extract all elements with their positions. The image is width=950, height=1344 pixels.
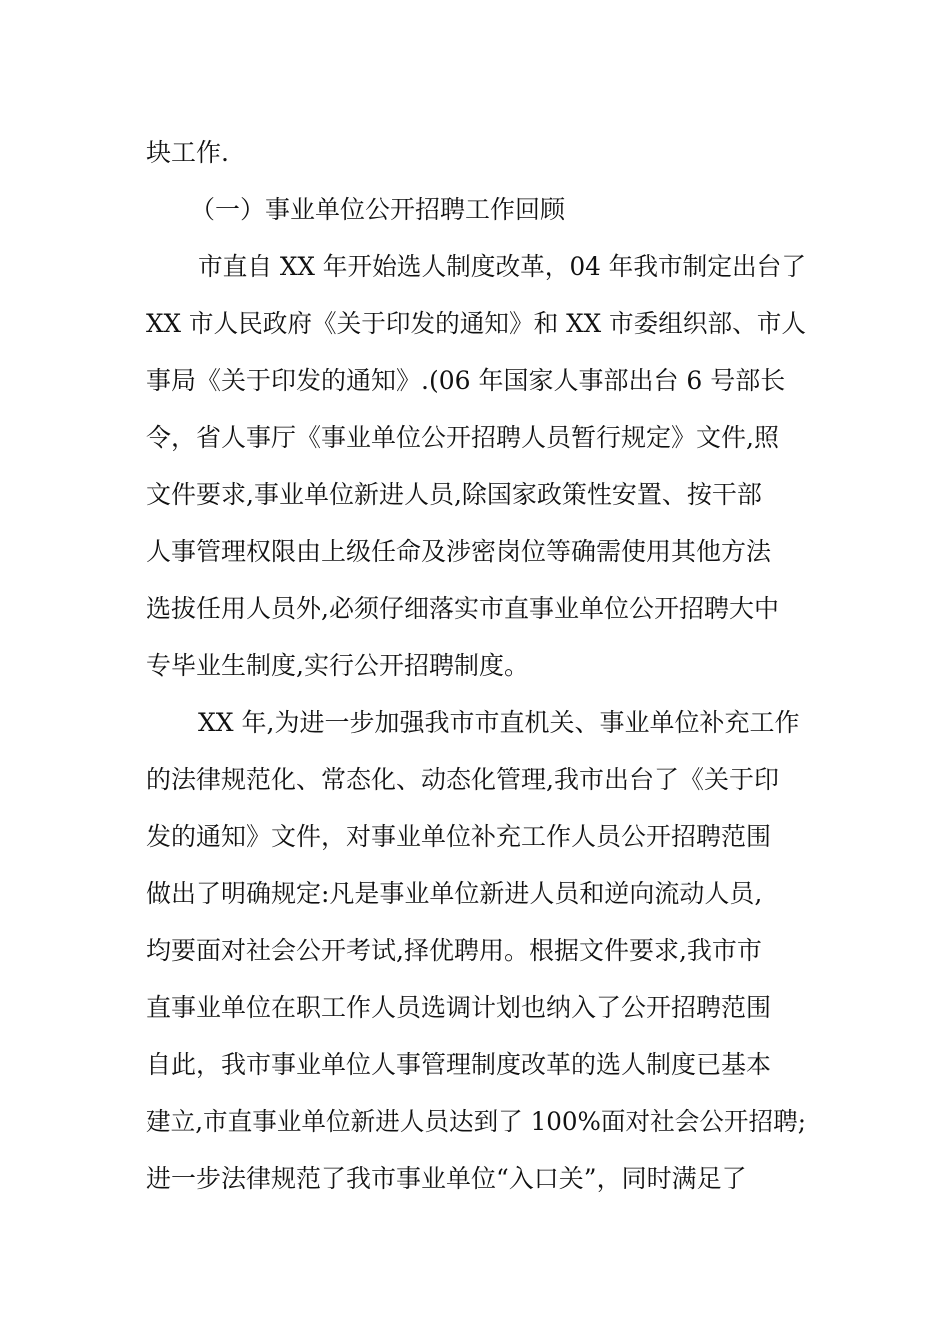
text-line-content: 进一步法律规范了我市事业单位“入口关”，同时满足了 (146, 1164, 747, 1193)
text-line (0, 922, 950, 980)
text-line (0, 865, 950, 923)
text-line (0, 295, 950, 353)
text-line-content: 专毕业生制度,实行公开招聘制度。 (146, 651, 529, 680)
text-line (0, 466, 950, 524)
text-line-content: 文件要求,事业单位新进人员,除国家政策性安置、按干部 (146, 480, 762, 509)
text-line (0, 238, 950, 296)
text-line (0, 694, 950, 752)
text-line-content: 事局《关于印发的通知》.(06 年国家人事部出台 6 号部长 (146, 366, 786, 395)
text-line-content: 直事业单位在职工作人员选调计划也纳入了公开招聘范围 (146, 993, 772, 1022)
text-line (0, 580, 950, 638)
text-line-content: 市直自 XX 年开始选人制度改革，04 年我市制定出台了 (198, 252, 806, 281)
text-line (0, 1036, 950, 1094)
section-heading (0, 181, 950, 239)
text-line (0, 523, 950, 581)
text-line-content: 令，省人事厅《事业单位公开招聘人员暂行规定》文件,照 (146, 423, 779, 452)
text-line-content: XX 年,为进一步加强我市市直机关、事业单位补充工作 (198, 708, 800, 737)
text-line-content: 选拔任用人员外,必须仔细落实市直事业单位公开招聘大中 (146, 594, 779, 623)
text-line-content: 的法律规范化、常态化、动态化管理,我市出台了《关于印 (146, 765, 779, 794)
text-line-content: 均要面对社会公开考试,择优聘用。根据文件要求,我市市 (146, 936, 762, 965)
text-line (0, 1093, 950, 1151)
text-line-content: XX 市人民政府《关于印发的通知》和 XX 市委组织部、市人 (146, 309, 806, 338)
text-line (0, 808, 950, 866)
text-line-content: 人事管理权限由上级任命及涉密岗位等确需使用其他方法 (146, 537, 772, 566)
text-line (0, 751, 950, 809)
text-line-content: 块工作. (146, 138, 229, 167)
text-line-content: 建立,市直事业单位新进人员达到了 100%面对社会公开招聘; (146, 1107, 806, 1136)
text-line-content: 发的通知》文件，对事业单位补充工作人员公开招聘范围 (146, 822, 772, 851)
text-line (0, 637, 950, 695)
text-line (0, 124, 950, 182)
text-line (0, 409, 950, 467)
text-line (0, 352, 950, 410)
text-line (0, 1150, 950, 1208)
text-line (0, 979, 950, 1037)
text-line-content: 做出了明确规定:凡是事业单位新进人员和逆向流动人员, (146, 879, 763, 908)
text-line-content: 自此，我市事业单位人事管理制度改革的选人制度已基本 (146, 1050, 772, 1079)
section-heading-text: （一）事业单位公开招聘工作回顾 (190, 195, 566, 224)
